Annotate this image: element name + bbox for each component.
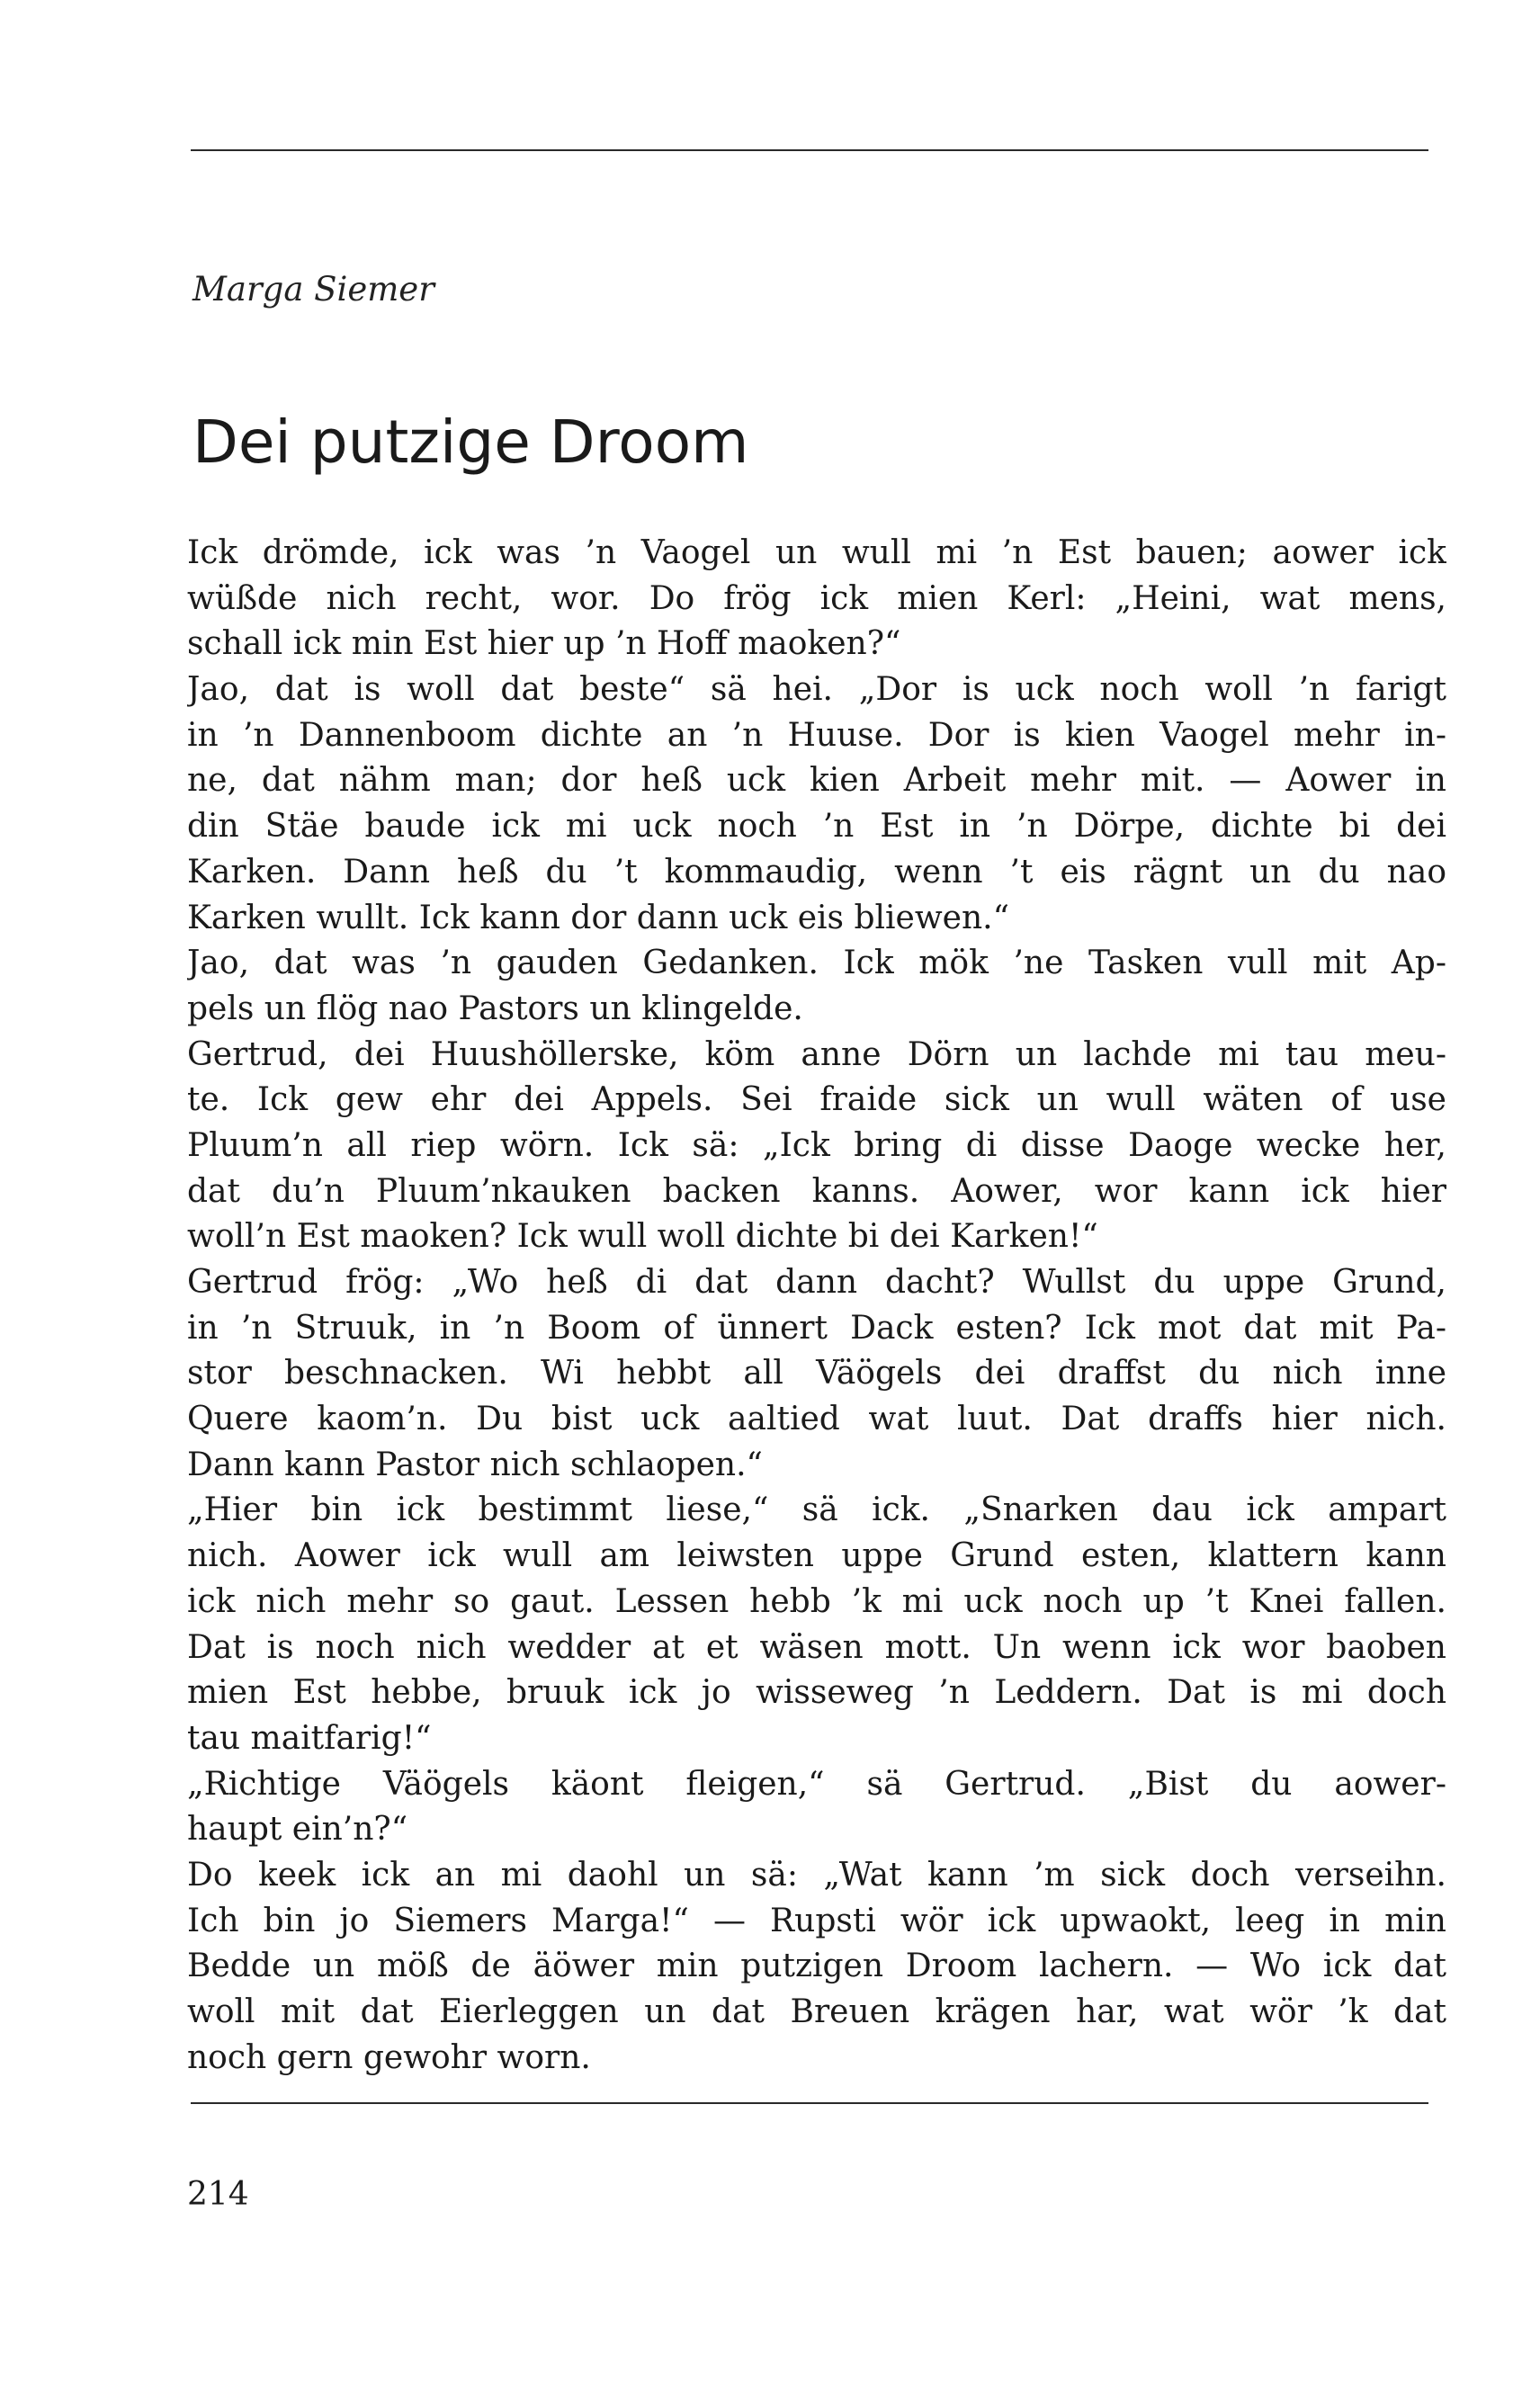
text-line: woll mit dat Eierleggen un dat Breuen krägen har, wat wör ’k dat	[187, 1993, 1446, 2030]
story-title: Dei putzige Droom	[192, 407, 749, 477]
text-line: Bedde un möß de äöwer min putzigen Droom lachern. — Wo ick dat	[187, 1948, 1446, 1985]
text-line: Jao, dat was ’n gauden Gedanken. Ick mök ’ne Tasken vull mit Ap-	[187, 945, 1446, 982]
text-line: woll’n Est maoken? Ick wull woll dichte bi dei Karken!“	[187, 1218, 1098, 1256]
text-line: stor beschnacken. Wi hebbt all Väögels dei draffst du nich inne	[187, 1355, 1446, 1392]
bottom-rule	[191, 2102, 1428, 2104]
text-line: schall ick min Est hier up ’n Hoff maoken?“	[187, 625, 901, 663]
text-line: pels un flög nao Pastors un klingelde.	[187, 990, 803, 1027]
text-line: nich. Aower ick wull am leiwsten uppe Grund esten, klattern kann	[187, 1537, 1446, 1575]
text-line: Gertrud frög: „Wo heß di dat dann dacht? Wullst du uppe Grund,	[187, 1264, 1446, 1301]
text-line: Gertrud, dei Huushöllerske, köm anne Dörn un lachde mi tau meu-	[187, 1035, 1446, 1073]
text-line: ne, dat nähm man; dor heß uck kien Arbeit mehr mit. — Aower in	[187, 762, 1446, 800]
top-rule	[191, 149, 1428, 151]
text-line: te. Ick gew ehr dei Appels. Sei fraide sick un wull wäten of use	[187, 1081, 1446, 1119]
text-line: in ’n Dannenboom dichte an ’n Huuse. Dor is kien Vaogel mehr in-	[187, 716, 1446, 754]
text-line: noch gern gewohr worn.	[187, 2038, 591, 2076]
text-line: Karken wullt. Ick kann dor dann uck eis bliewen.“	[187, 899, 1009, 936]
text-line: din Stäe baude ick mi uck noch ’n Est in ’n Dörpe, dichte bi dei	[187, 808, 1446, 846]
text-line: Pluum’n all riep wörn. Ick sä: „Ick bring di disse Daoge wecke her,	[187, 1126, 1446, 1164]
text-line: Jao, dat is woll dat beste“ sä hei. „Dor is uck noch woll ’n farigt	[187, 671, 1446, 709]
story-text	[187, 531, 1446, 2081]
text-line: haupt ein’n?“	[187, 1811, 408, 1849]
text-line: mien Est hebbe, bruuk ick jo wisseweg ’n Leddern. Dat is mi doch	[187, 1674, 1446, 1712]
text-line: Quere kaom’n. Du bist uck aaltied wat luut. Dat draffs hier nich.	[187, 1401, 1446, 1438]
text-line: „Hier bin ick bestimmt liese,“ sä ick. „Snarken dau ick ampart	[187, 1491, 1446, 1529]
text-line: „Richtige Väögels käont fleigen,“ sä Gertrud. „Bist du aower-	[187, 1765, 1446, 1803]
text-line: Dann kann Pastor nich schlaopen.“	[187, 1446, 763, 1483]
author-name: Marga Siemer	[192, 270, 434, 309]
text-line: Karken. Dann heß du ’t kommaudig, wenn ’t eis rägnt un du nao	[187, 853, 1446, 891]
text-line: Ick drömde, ick was ’n Vaogel un wull mi ’n Est bauen; aower ick	[187, 534, 1446, 571]
text-line: dat du’n Pluum’nkauken backen kanns. Aower, wor kann ick hier	[187, 1172, 1446, 1210]
text-line: ick nich mehr so gaut. Lessen hebb ’k mi uck noch up ’t Knei fallen.	[187, 1582, 1446, 1620]
text-line: tau maitfarig!“	[187, 1719, 432, 1757]
text-line: Dat is noch nich wedder at et wäsen mott. Un wenn ick wor baoben	[187, 1628, 1446, 1666]
text-line: wüßde nich recht, wor. Do frög ick mien Kerl: „Heini, wat mens,	[187, 579, 1446, 617]
text-line: in ’n Struuk, in ’n Boom of ünnert Dack esten? Ick mot dat mit Pa-	[187, 1309, 1446, 1347]
text-line: Ich bin jo Siemers Marga!“ — Rupsti wör ick upwaokt, leeg in min	[187, 1902, 1446, 1939]
page-number: 214	[187, 2176, 249, 2213]
text-line: Do keek ick an mi daohl un sä: „Wat kann ’m sick doch verseihn.	[187, 1856, 1446, 1894]
